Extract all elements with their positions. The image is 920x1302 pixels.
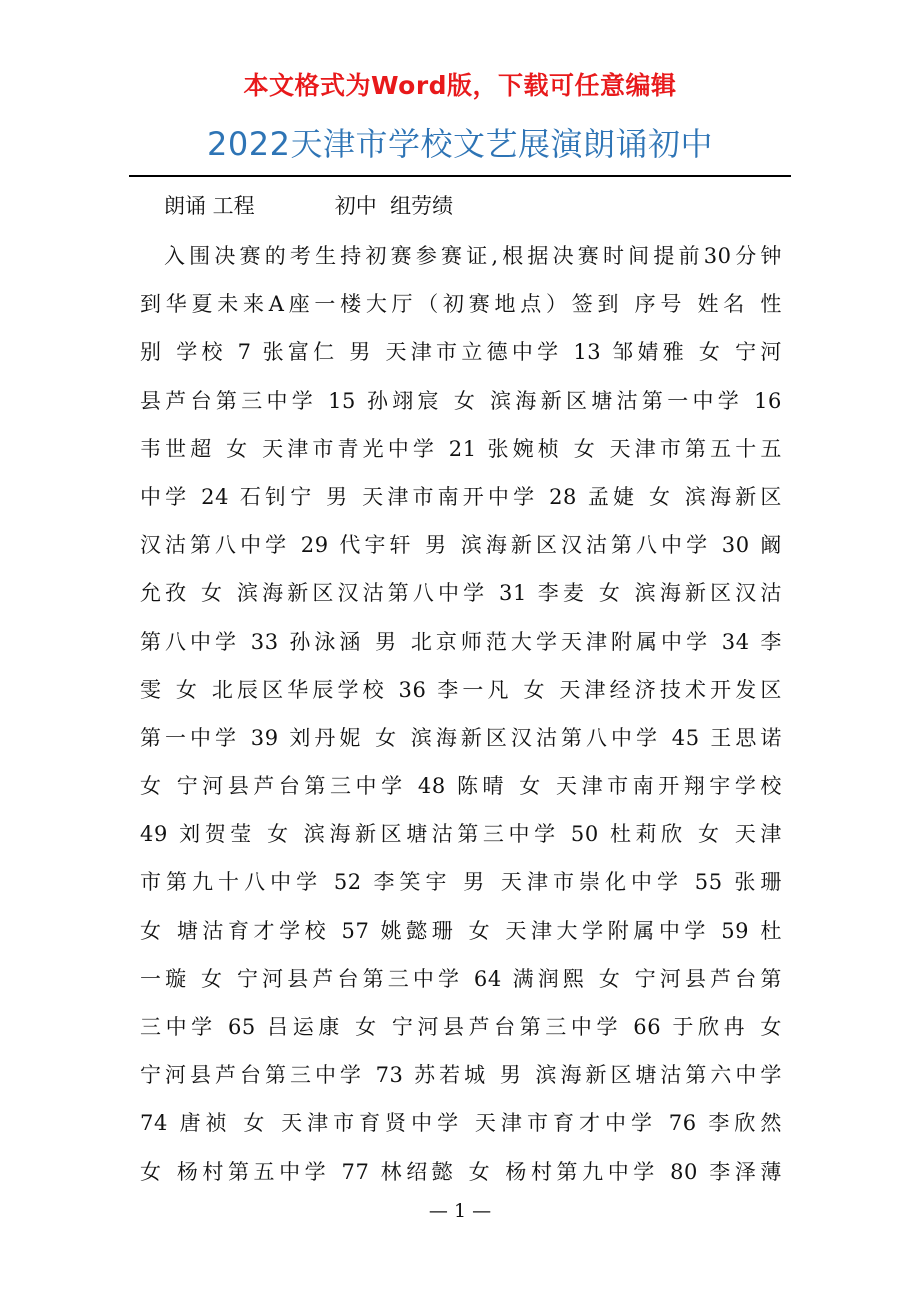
text-line: 女 杨村第五中学 77 林绍懿 女 杨村第九中学 80 李泽薄 (140, 1159, 782, 1184)
body-paragraph (140, 232, 782, 1196)
text-line: 三中学 65 吕运康 女 宁河县芦台第三中学 66 于欣冉 女 (140, 1015, 782, 1039)
text-line: 宁河县芦台第三中学 73 苏若城 男 滨海新区塘沽第六中学 (140, 1063, 782, 1088)
text-line: 市第九十八中学 52 李笑宇 男 天津市崇化中学 55 张珊 (140, 870, 782, 895)
document-title: 2022天津市学校文艺展演朗诵初中 (207, 125, 713, 163)
text-line: 一璇 女 宁河县芦台第三中学 64 满润熙 女 宁河县芦台第 (140, 966, 782, 991)
text-line: 女 宁河县芦台第三中学 48 陈晴 女 天津市南开翔宇学校 (140, 774, 782, 799)
text-line: 74 唐祯 女 天津市育贤中学 天津市育才中学 76 李欣然 (140, 1111, 782, 1136)
text-line: 雯 女 北辰区华辰学校 36 李一凡 女 天津经济技术开发区 (140, 677, 782, 702)
text-line: 韦世超 女 天津市青光中学 21 张婉桢 女 天津市第五十五 (140, 436, 782, 461)
section-subheading: 朗诵 工程 初中 组劳绩 (164, 194, 454, 218)
text-line: 允孜 女 滨海新区汉沽第八中学 31 李麦 女 滨海新区汉沽 (140, 581, 782, 606)
text-line: 别 学校 7 张富仁 男 天津市立德中学 13 邹婧雅 女 宁河 (140, 340, 782, 365)
format-banner: 本文格式为Word版，下载可任意编辑 (243, 71, 677, 100)
text-line: 第八中学 33 孙泳涵 男 北京师范大学天津附属中学 34 李 (140, 629, 782, 654)
text-line: 49 刘贺莹 女 滨海新区塘沽第三中学 50 杜莉欣 女 天津 (140, 822, 782, 847)
title-divider (129, 175, 791, 177)
text-line: 中学 24 石钊宁 男 天津市南开中学 28 孟婕 女 滨海新区 (140, 484, 782, 509)
text-line: 第一中学 39 刘丹妮 女 滨海新区汉沽第八中学 45 王思诺 (140, 725, 782, 750)
page-number: — 1 — (428, 1200, 492, 1222)
text-line: 汉沽第八中学 29 代宇轩 男 滨海新区汉沽第八中学 30 阚 (140, 533, 782, 558)
text-line: 到华夏未来A座一楼大厅（初赛地点）签到 序号 姓名 性 (140, 292, 782, 317)
text-line: 入围决赛的考生持初赛参赛证,根据决赛时间提前30分钟 (164, 244, 782, 268)
text-line: 县芦台第三中学 15 孙翊宸 女 滨海新区塘沽第一中学 16 (140, 388, 782, 413)
text-line: 女 塘沽育才学校 57 姚懿珊 女 天津大学附属中学 59 杜 (140, 918, 782, 943)
